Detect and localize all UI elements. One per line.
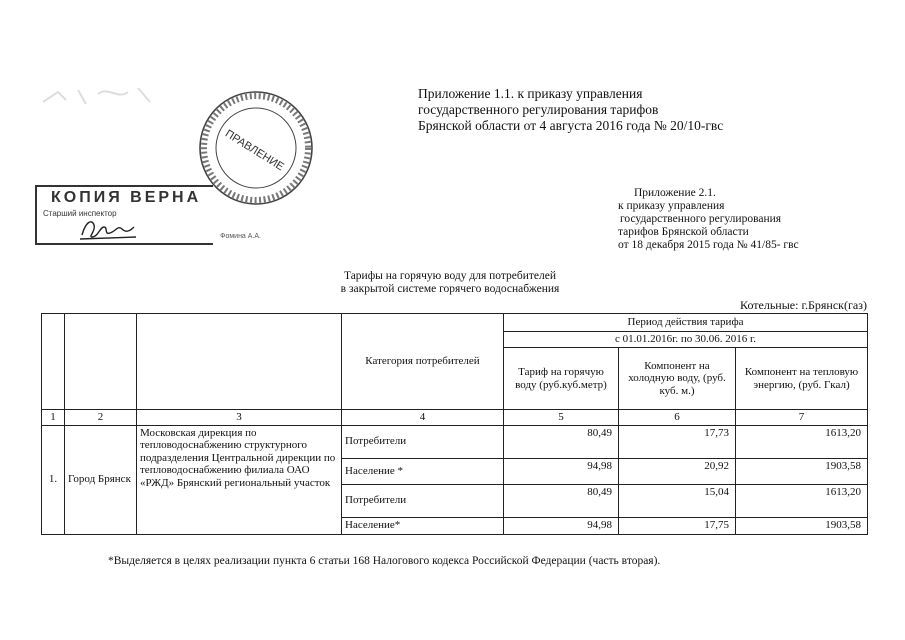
cold-component-cell: 17,73 bbox=[619, 425, 736, 458]
appendix-header bbox=[618, 187, 799, 252]
cold-component-cell: 17,75 bbox=[619, 517, 736, 534]
appendix-header-line: государственного регулирования bbox=[620, 213, 782, 225]
heat-component-cell: 1903,58 bbox=[736, 517, 868, 534]
order-header-line: государственного регулирования тарифов bbox=[418, 102, 659, 117]
seal-text: ПРАВЛЕНИЕ bbox=[222, 127, 286, 174]
boiler-note: Котельные: г.Брянск(газ) bbox=[740, 298, 867, 312]
row-number: 1. bbox=[42, 425, 65, 534]
cold-component-cell: 20,92 bbox=[619, 458, 736, 484]
header-tariff: Тариф на горячую воду (руб.куб.метр) bbox=[504, 348, 619, 410]
official-seal bbox=[196, 88, 316, 208]
header-cell-empty bbox=[42, 314, 65, 410]
order-header-line: Брянской области от 4 августа 2016 года № 20/10-гвс bbox=[418, 118, 724, 133]
category-cell: Потребители bbox=[342, 484, 504, 517]
column-number: 4 bbox=[342, 410, 504, 426]
order-header-line: Приложение 1.1. к приказу управления bbox=[418, 86, 643, 101]
header-cold-component: Компонент на холодную воду, (руб. куб. м.) bbox=[619, 348, 736, 410]
city-cell: Город Брянск bbox=[65, 425, 137, 534]
copy-stamp-name: Фомина А.А. bbox=[220, 233, 261, 240]
document-title bbox=[300, 270, 600, 296]
copy-stamp-title: КОПИЯ ВЕРНА bbox=[51, 189, 202, 206]
tariff-cell: 80,49 bbox=[504, 484, 619, 517]
tariff-cell: 80,49 bbox=[504, 425, 619, 458]
title-line: Тарифы на горячую воду для потребителей bbox=[343, 270, 557, 282]
header-period: Период действия тарифа bbox=[504, 314, 868, 332]
appendix-header-line: Приложение 2.1. bbox=[634, 187, 716, 199]
organization-cell: Московская дирекция по тепловодоснабжению структурного подразделения Центральной дирекции по тепловодоснабжению филиала ОАО «РЖД» Брянский региональный участок bbox=[137, 425, 342, 534]
cold-component-cell: 15,04 bbox=[619, 484, 736, 517]
title-line: в закрытой системе горячего водоснабжения bbox=[340, 283, 560, 295]
column-number: 6 bbox=[619, 410, 736, 426]
table-row bbox=[42, 425, 868, 458]
column-number: 2 bbox=[65, 410, 137, 426]
tariff-cell: 94,98 bbox=[504, 517, 619, 534]
category-cell: Потребители bbox=[342, 425, 504, 458]
faded-marks bbox=[38, 80, 158, 110]
footnote: *Выделяется в целях реализации пункта 6 статьи 168 Налогового кодекса Российской Федерации (часть вторая). bbox=[108, 555, 661, 567]
header-cell-empty bbox=[137, 314, 342, 410]
column-number: 7 bbox=[736, 410, 868, 426]
header-cell-empty bbox=[65, 314, 137, 410]
category-cell: Население * bbox=[342, 458, 504, 484]
column-number: 3 bbox=[137, 410, 342, 426]
tariff-cell: 94,98 bbox=[504, 458, 619, 484]
order-header bbox=[418, 86, 723, 134]
heat-component-cell: 1903,58 bbox=[736, 458, 868, 484]
appendix-header-line: от 18 декабря 2015 года № 41/85- гвс bbox=[618, 239, 799, 251]
heat-component-cell: 1613,20 bbox=[736, 484, 868, 517]
tariff-table bbox=[41, 313, 868, 535]
header-category: Категория потребителей bbox=[342, 314, 504, 410]
header-heat-component: Компонент на тепловую энергию, (руб. Гкал) bbox=[736, 348, 868, 410]
appendix-header-line: тарифов Брянской области bbox=[618, 226, 749, 238]
copy-stamp-position: Старший инспектор bbox=[43, 209, 117, 218]
category-cell: Население* bbox=[342, 517, 504, 534]
column-number: 1 bbox=[42, 410, 65, 426]
signature bbox=[78, 215, 138, 243]
column-number: 5 bbox=[504, 410, 619, 426]
heat-component-cell: 1613,20 bbox=[736, 425, 868, 458]
header-dates: с 01.01.2016г. по 30.06. 2016 г. bbox=[504, 332, 868, 348]
appendix-header-line: к приказу управления bbox=[618, 200, 725, 212]
